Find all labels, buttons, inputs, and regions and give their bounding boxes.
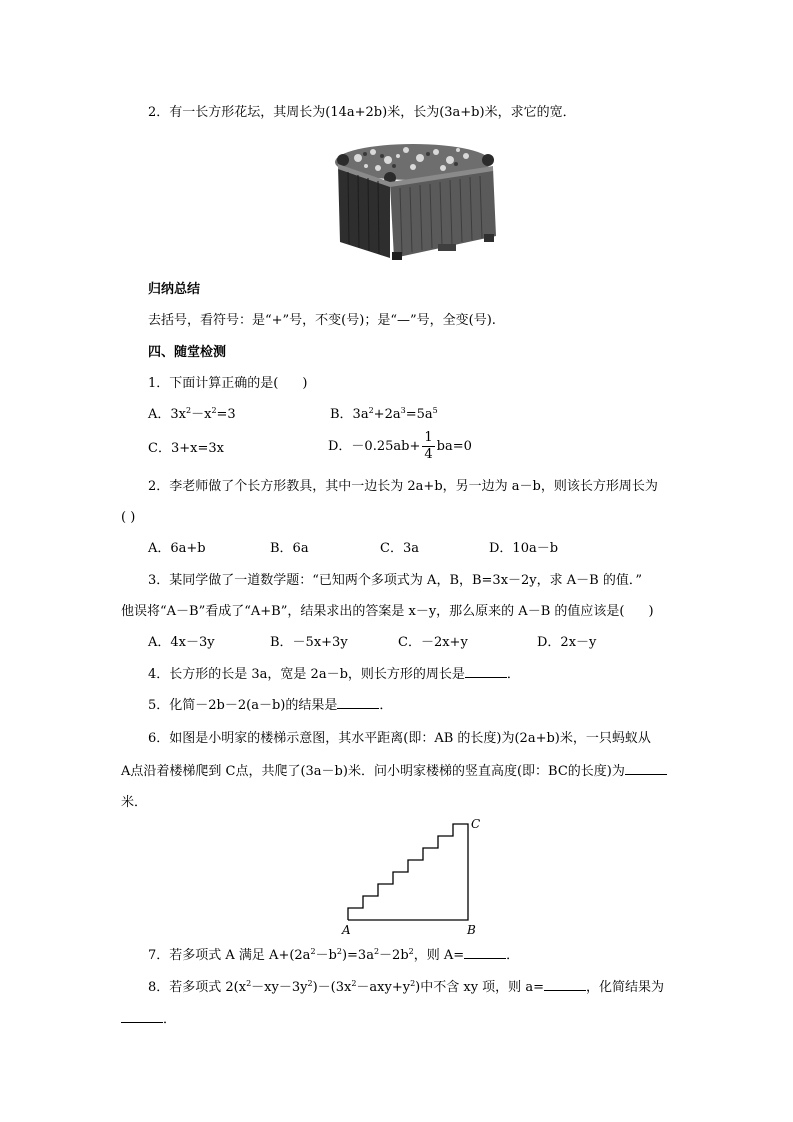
question-3-stem-continued: 他误将“A－B”看成了“A+B”，结果求出的答案是 x－y，那么原来的 A－B 的值应该是( ): [121, 604, 654, 619]
point-a-label: A: [342, 923, 351, 937]
question-1-option-c: C．3+x=3x: [148, 441, 224, 456]
question-2-stem: 2．李老师做了个长方形教具，其中一边长为 2a+b，另一边为 a－b，则该长方形周长为: [148, 479, 658, 494]
question-6-unit: 米．: [121, 795, 148, 810]
problem-2-text: 2．有一长方形花坛，其周长为(14a+2b)米，长为(3a+b)米，求它的宽．: [148, 105, 576, 120]
staircase-steps: [348, 824, 468, 920]
question-2-paren: ( ): [121, 510, 136, 525]
question-1-text: 1．下面计算正确的是(: [148, 376, 279, 391]
question-1-paren-end: ): [302, 376, 308, 391]
question-3-option-b: B．－5x+3y: [270, 635, 348, 650]
summary-heading: 归纳总结: [148, 282, 201, 297]
point-b-label: B: [467, 923, 476, 937]
answer-blank[interactable]: [121, 1010, 163, 1023]
answer-blank[interactable]: [464, 946, 506, 959]
question-4: 4．长方形的长是 3a，宽是 2a－b，则长方形的周长是 ．: [148, 667, 520, 682]
answer-blank[interactable]: [465, 665, 507, 678]
staircase-diagram: [336, 812, 496, 938]
section-heading: 四、随堂检测: [148, 345, 227, 360]
fraction-one-quarter: $\frac{1}{4}$: [424, 430, 433, 462]
question-2-option-b: B．6a: [270, 541, 309, 556]
answer-blank[interactable]: [337, 696, 379, 709]
question-2-option-d: D．10a－b: [489, 541, 559, 556]
answer-blank[interactable]: [625, 762, 667, 775]
question-3-option-d: D．2x－y: [537, 635, 597, 650]
question-6-stem: 6．如图是小明家的楼梯示意图，其水平距离(即：AB 的长度)为(2a+b)米，一只蚂蚁从: [148, 731, 651, 746]
question-1-option-a: A．$3x^2-x^2=3$: [148, 406, 236, 422]
answer-blank[interactable]: [544, 978, 586, 991]
summary-text: 去括号，看符号：是“+”号，不变(号)；是“—”号，全变(号).: [148, 313, 496, 328]
question-3-option-a: A．4x－3y: [148, 635, 215, 650]
question-1-stem: [148, 375, 307, 393]
question-6-stem-continued: A点沿着楼梯爬到 C点，共爬了(3a－b)米．问小明家楼梯的竖直高度(即：BC的长度)为: [121, 762, 667, 781]
flower-planter-image: [318, 140, 508, 262]
question-8-continued: ．: [121, 1010, 176, 1029]
question-7: 7．若多项式 A 满足 $A+(2a^2-b^2)=3a^2-2b^2$，则 A= ．: [148, 947, 520, 963]
question-1-option-d: D．－0.25ab+ $\frac{1}{4}$ ba=0: [328, 430, 472, 462]
question-2-option-c: C．3a: [380, 541, 419, 556]
question-3-stem: 3．某同学做了一道数学题：“已知两个多项式为 A，B，B=3x－2y，求 A－B 的值．”: [148, 573, 643, 588]
question-2-option-a: A．6a+b: [148, 541, 206, 556]
question-8: 8．若多项式 $2(x^2-xy-3y^2)-(3x^2-axy+y^2)$中不含 xy 项，则 a= ，化简结果为: [148, 979, 664, 995]
question-1-option-b: B．$3a^2+2a^3=5a^5$: [330, 406, 438, 422]
question-5: 5．化简－2b－2(a－b)的结果是 ．: [148, 698, 393, 713]
point-c-label: C: [471, 817, 481, 831]
question-3-option-c: C．－2x+y: [398, 635, 468, 650]
